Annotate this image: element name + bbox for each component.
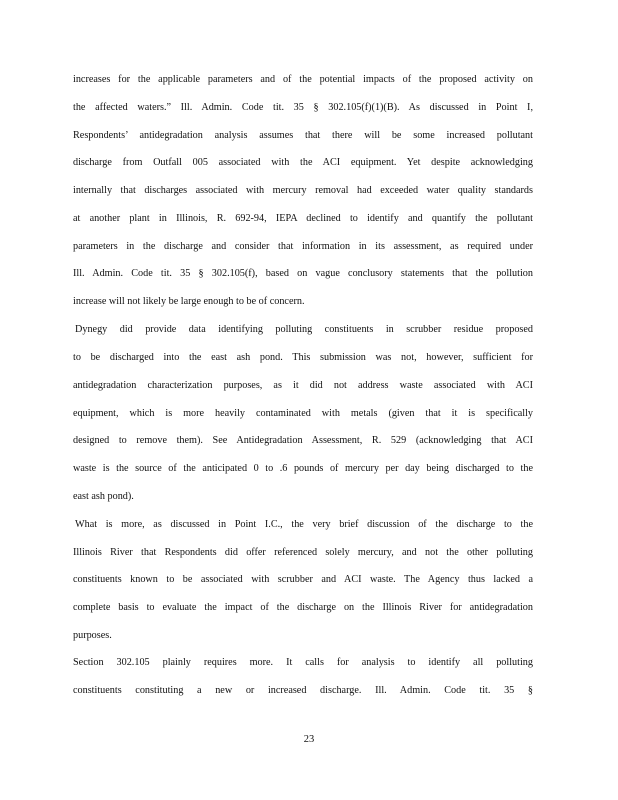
paragraph-start-line: Dynegy did provide data identifying polluting constituents in scrubber residue proposed <box>75 324 533 335</box>
text-line: Illinois River that Respondents did offer referenced solely mercury, and not the other polluting <box>73 547 533 558</box>
text-line: antidegradation characterization purposes, as it did not address waste associated with ACI <box>73 380 533 391</box>
text-line: discharge from Outfall 005 associated with the ACI equipment. Yet despite acknowledging <box>73 157 533 168</box>
text-line: Ill. Admin. Code tit. 35 § 302.105(f), based on vague conclusory statements that the pollution <box>73 268 533 279</box>
paragraph-start-line: Section 302.105 plainly requires more. It calls for analysis to identify all polluting <box>73 657 533 668</box>
paragraph-start-line: What is more, as discussed in Point I.C., the very brief discussion of the discharge to the <box>75 519 533 530</box>
text-line: increases for the applicable parameters and of the potential impacts of the proposed activity on <box>73 74 533 85</box>
text-line: designed to remove them). See Antidegradation Assessment, R. 529 (acknowledging that ACI <box>73 435 533 446</box>
text-line: equipment, which is more heavily contaminated with metals (given that it is specifically <box>73 408 533 419</box>
text-line: waste is the source of the anticipated 0 to .6 pounds of mercury per day being discharged to the <box>73 463 533 474</box>
text-line: increase will not likely be large enough to be of concern. <box>73 296 305 307</box>
text-line: Respondents’ antidegradation analysis assumes that there will be some increased pollutant <box>73 130 533 141</box>
text-line: complete basis to evaluate the impact of the discharge on the Illinois River for antidegradation <box>73 602 533 613</box>
text-line: internally that discharges associated with mercury removal had exceeded water quality standards <box>73 185 533 196</box>
text-line: east ash pond). <box>73 491 134 502</box>
text-line: constituents constituting a new or increased discharge. Ill. Admin. Code tit. 35 § <box>73 685 533 696</box>
page-number: 23 <box>303 734 315 745</box>
text-line: parameters in the discharge and consider that information in its assessment, as required under <box>73 241 533 252</box>
text-line: to be discharged into the east ash pond. This submission was not, however, sufficient for <box>73 352 533 363</box>
text-line: purposes. <box>73 630 112 641</box>
text-line: the affected waters.” Ill. Admin. Code tit. 35 § 302.105(f)(1)(B). As discussed in Point I, <box>73 102 533 113</box>
text-line: constituents known to be associated with scrubber and ACI waste. The Agency thus lacked a <box>73 574 533 585</box>
text-line: at another plant in Illinois, R. 692-94, IEPA declined to identify and quantify the pollutant <box>73 213 533 224</box>
